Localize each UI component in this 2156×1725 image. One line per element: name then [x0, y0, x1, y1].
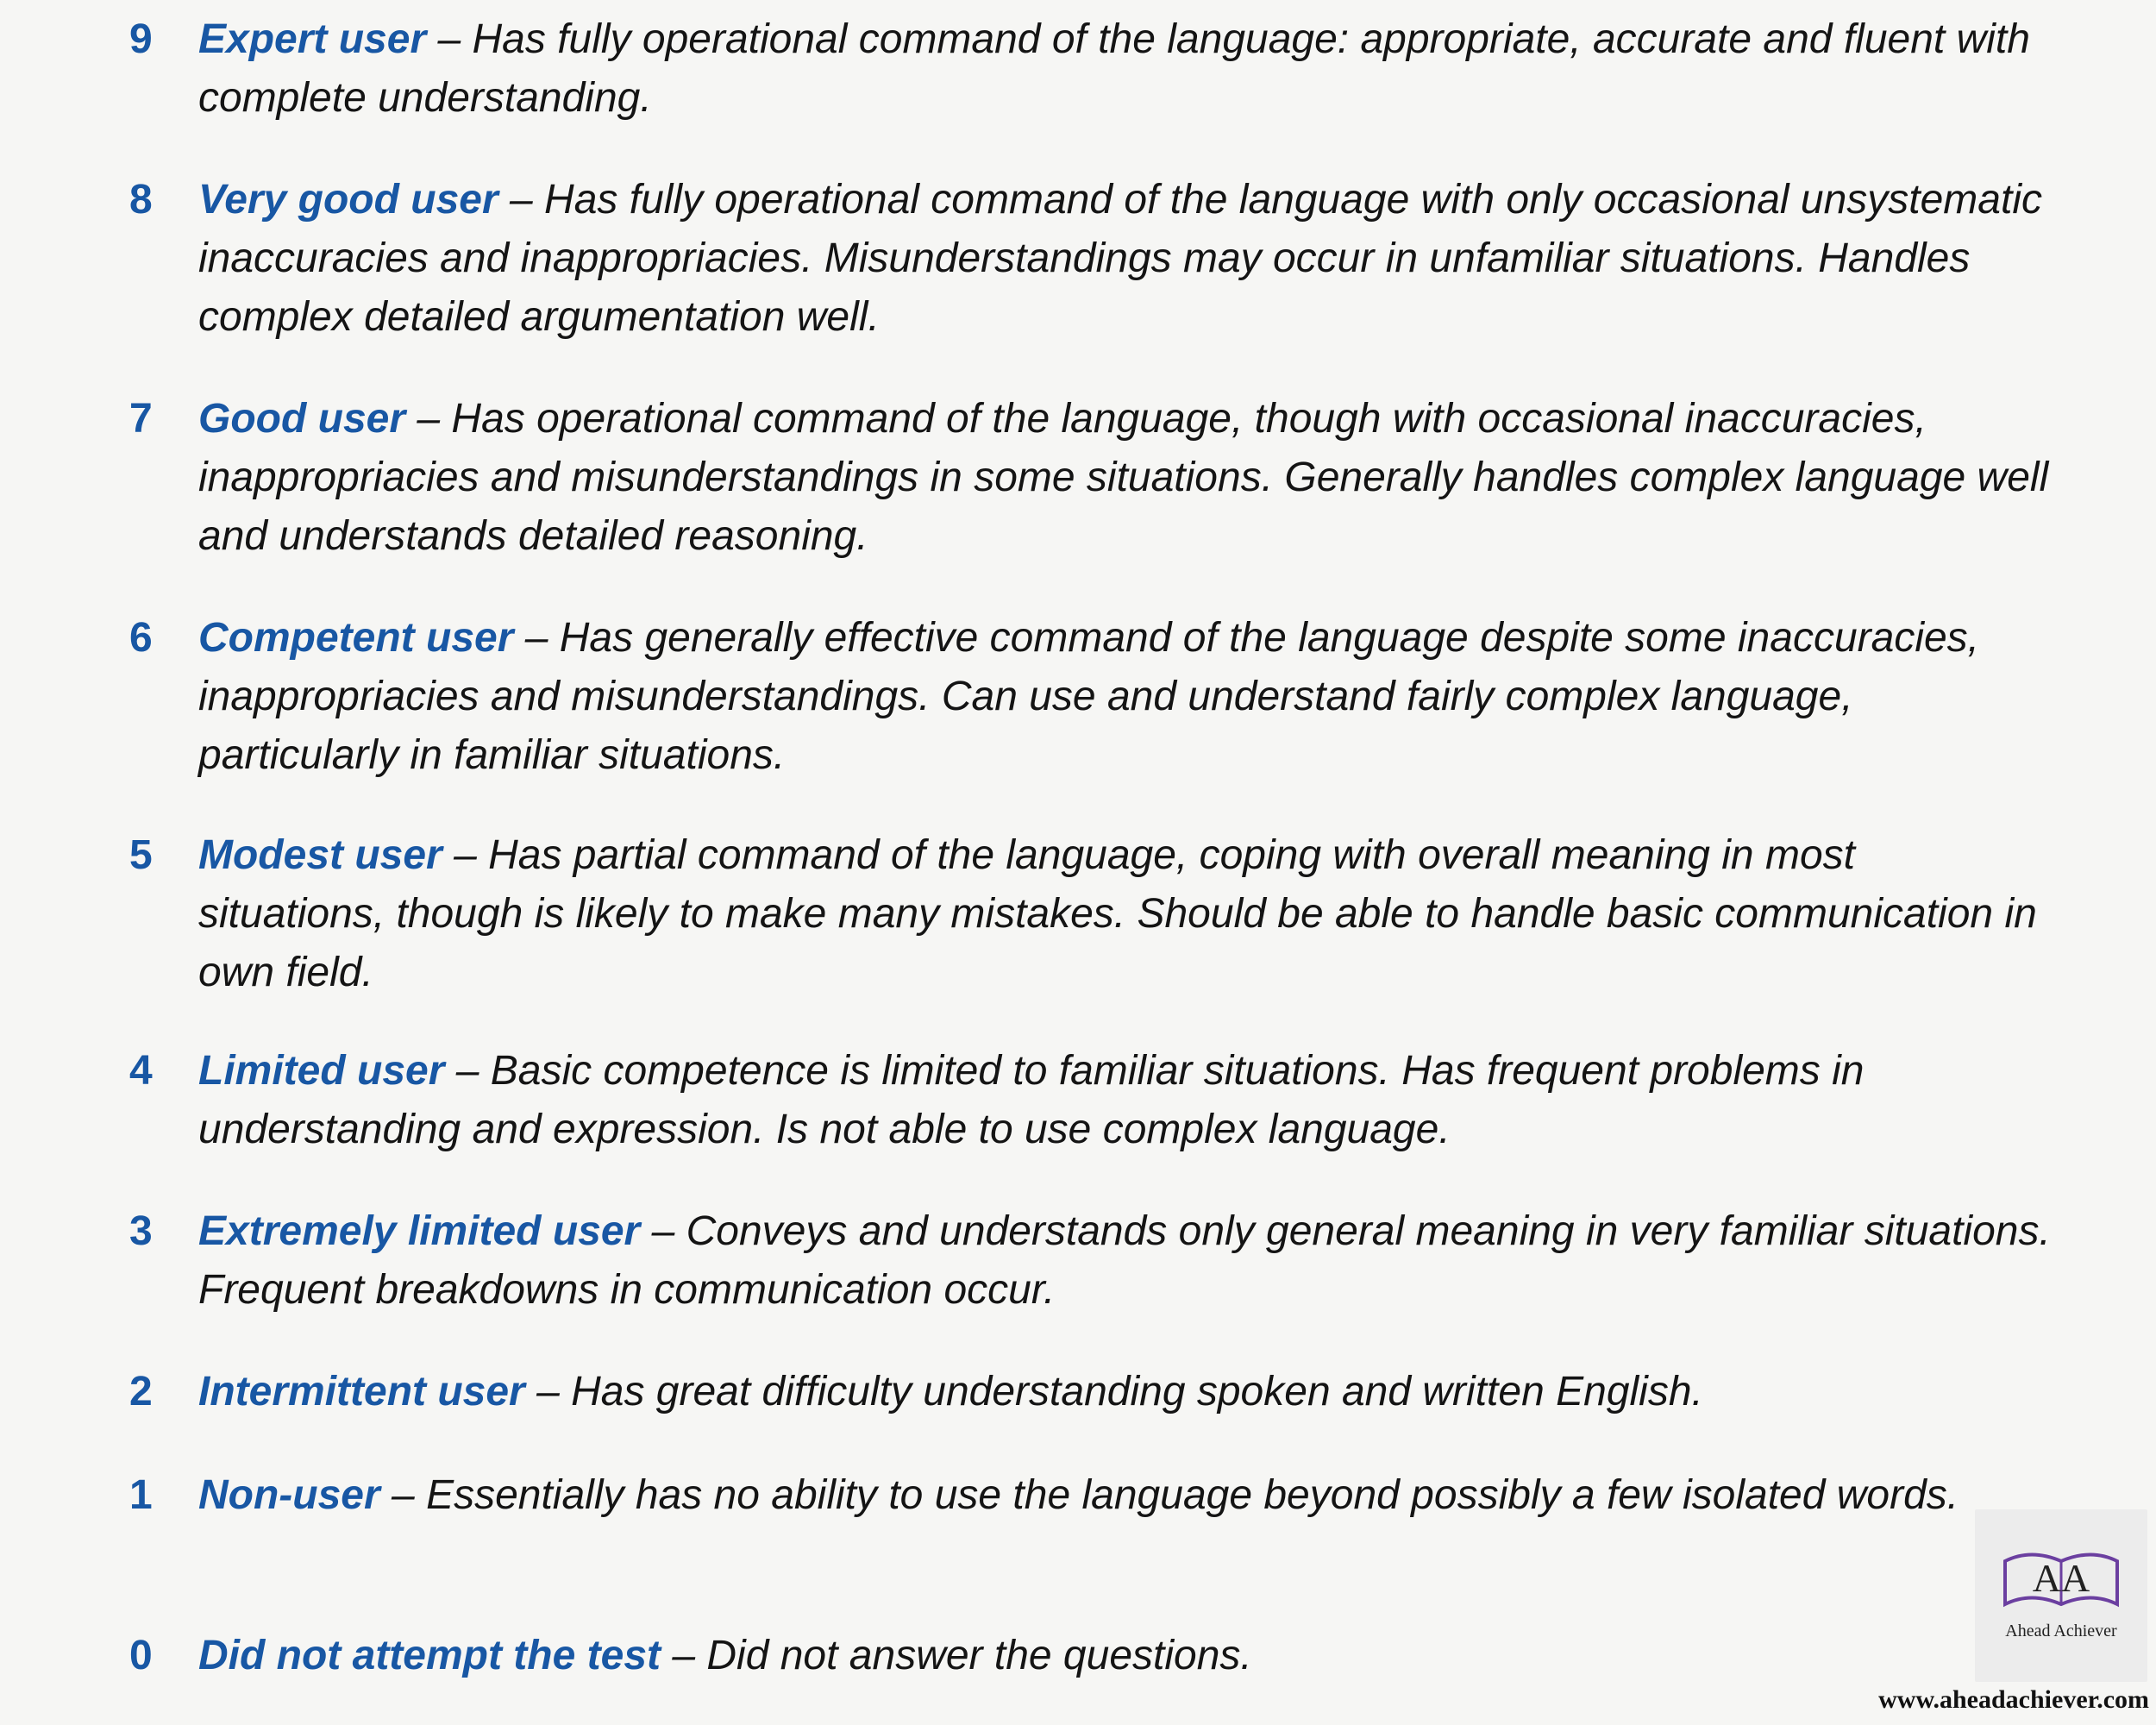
band-text	[198, 826, 2053, 1002]
band-separator: –	[640, 1208, 686, 1254]
band-label: Non-user	[198, 1472, 380, 1518]
band-number: 0	[129, 1633, 153, 1678]
band-text	[198, 1042, 2053, 1159]
band-description: Conveys and understands only general meaning in very familiar situations. Frequent breakdowns in communication occur.	[198, 1208, 2051, 1313]
band-separator: –	[405, 396, 452, 442]
band-description: Has great difficulty understanding spoken and written English.	[571, 1369, 1703, 1414]
band-label: Intermittent user	[198, 1369, 525, 1414]
band-text	[198, 10, 2053, 128]
band-number: 6	[129, 615, 153, 661]
band-label: Expert user	[198, 16, 427, 62]
band-number: 8	[129, 177, 153, 223]
band-separator: –	[426, 16, 473, 62]
band-text	[198, 171, 2053, 347]
band-label: Did not attempt the test	[198, 1633, 661, 1678]
band-text	[198, 609, 2053, 785]
band-description: Essentially has no ability to use the language beyond possibly a few isolated words.	[426, 1472, 1959, 1518]
band-separator: –	[661, 1633, 707, 1678]
band-number: 7	[129, 396, 153, 442]
band-text	[198, 1202, 2053, 1320]
band-label: Modest user	[198, 832, 442, 878]
band-label: Limited user	[198, 1048, 445, 1094]
band-text	[198, 390, 2053, 566]
band-description: Has operational command of the language, though with occasional inaccuracies, inappropriacies and misunderstandings in some situations. Generally handles complex language well and understands detailed reasoning.	[198, 396, 2049, 559]
logo-name: Ahead Achiever	[2005, 1622, 2117, 1640]
band-number: 2	[129, 1369, 153, 1414]
band-separator: –	[524, 1369, 572, 1414]
band-number: 4	[129, 1048, 153, 1094]
band-number: 5	[129, 832, 153, 878]
band-label: Good user	[198, 396, 406, 442]
band-description: Basic competence is limited to familiar situations. Has frequent problems in understanding and expression. Is not able to use complex language.	[198, 1048, 1865, 1152]
band-number: 9	[129, 16, 153, 62]
band-text	[198, 1627, 2053, 1685]
band-label: Extremely limited user	[198, 1208, 641, 1254]
band-separator: –	[379, 1472, 427, 1518]
band-separator: –	[513, 615, 560, 661]
band-label: Competent user	[198, 615, 514, 661]
band-separator: –	[444, 1048, 491, 1094]
band-description: Did not answer the questions.	[706, 1633, 1252, 1678]
book-logo-icon	[1996, 1544, 2126, 1617]
band-separator: –	[498, 177, 545, 223]
band-description: Has fully operational command of the language with only occasional unsystematic inaccuracies and inappropriacies. Misunderstandings may occur in unfamiliar situations. Handles complex detailed argumentation well.	[198, 177, 2042, 340]
logo-initials: AA	[2032, 1556, 2090, 1600]
band-number: 1	[129, 1472, 153, 1518]
band-text	[198, 1466, 2053, 1525]
band-separator: –	[442, 832, 489, 878]
band-number: 3	[129, 1208, 153, 1254]
band-text	[198, 1363, 2053, 1421]
website-url: www.aheadachiever.com	[1878, 1685, 2149, 1714]
band-description: Has fully operational command of the language: appropriate, accurate and fluent with complete understanding.	[198, 16, 2030, 121]
band-description: Has partial command of the language, coping with overall meaning in most situations, though is likely to make many mistakes. Should be able to handle basic communication in own field.	[198, 832, 2037, 995]
ahead-achiever-logo	[1975, 1509, 2147, 1682]
band-description: Has generally effective command of the language despite some inaccuracies, inappropriacies and misunderstandings. Can use and understand fairly complex language, particularly in familiar situations.	[198, 615, 1980, 778]
band-label: Very good user	[198, 177, 498, 223]
